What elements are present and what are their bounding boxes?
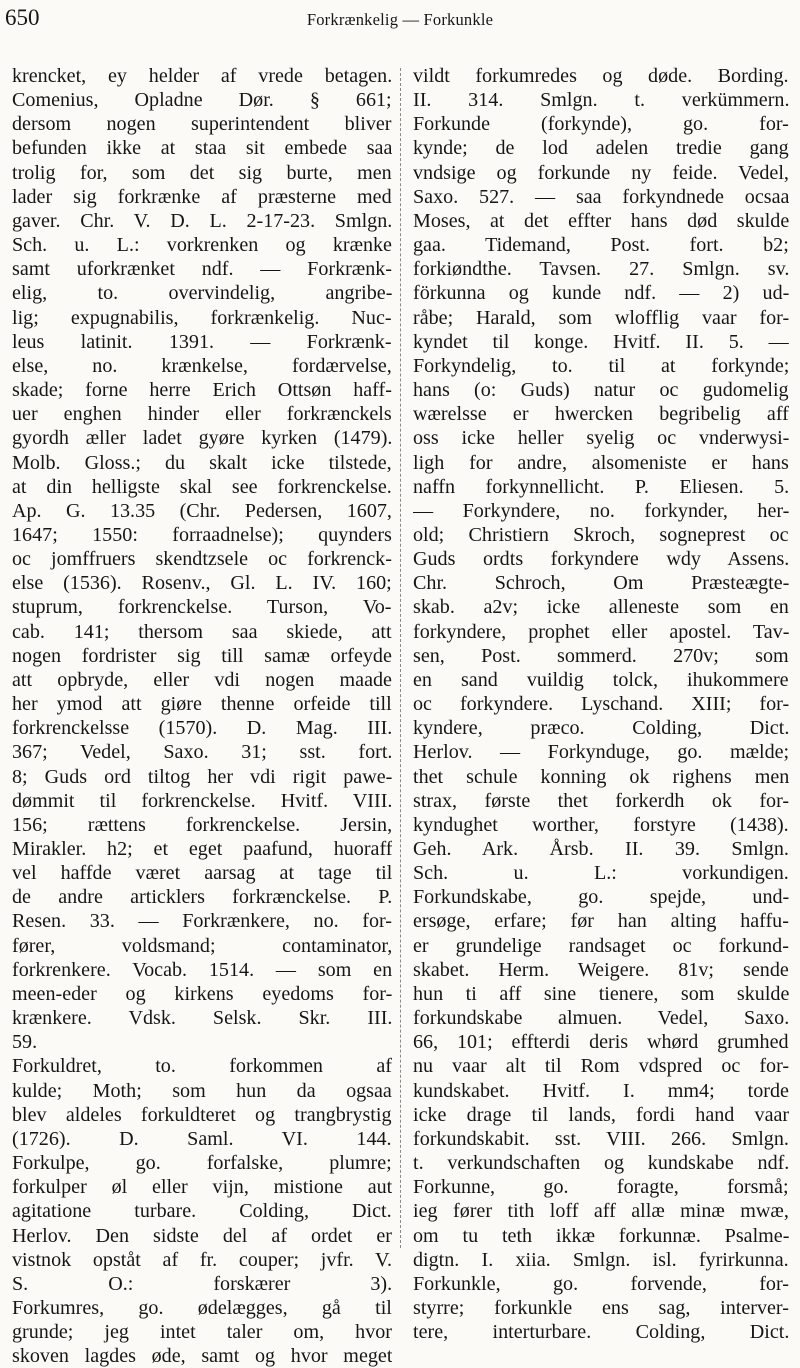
text-line: vndsige og forkunde ny feide. Vedel,: [413, 161, 789, 184]
text-line: Mirakler. h2; et eget paafund, huoraff: [12, 838, 392, 860]
text-line: Forkundskabe, go. spejde, und-: [413, 886, 789, 909]
text-line: 59.: [12, 1031, 38, 1054]
text-line: S. O.: forskærer 3).: [12, 1272, 392, 1295]
text-line: Molb. Gloss.; du skalt icke tilstede,: [12, 451, 392, 474]
text-line: forkulper øl eller vijn, mistione aut: [12, 1176, 392, 1199]
text-line: råbe; Harald, som wlofflig vaar for-: [413, 306, 789, 329]
text-line: att opbryde, eller vdi nogen maade: [12, 668, 392, 691]
text-line: Sch. u. L.: vorkundigen.: [413, 862, 789, 885]
text-line: Forkunne, go. foragte, forsmå;: [413, 1176, 789, 1199]
text-line: old; Christiern Skroch, sogneprest oc: [413, 523, 789, 546]
text-line: forkyndere, prophet eller apostel. Tav-: [413, 620, 789, 643]
text-line: Guds ordts forkyndere wdy Assens.: [413, 548, 789, 571]
text-line: blev aldeles forkuldteret og trangbrystig: [12, 1103, 392, 1126]
text-line: Chr. Schroch, Om Præsteægte-: [413, 572, 789, 595]
text-line: uer enghen hinder eller forkrænckels: [12, 403, 392, 426]
text-line: Forkumres, go. ødelægges, gå til: [12, 1296, 392, 1319]
text-line: kyndet til konge. Hvitf. II. 5. —: [413, 330, 789, 353]
right-column: [413, 64, 789, 1344]
text-line: forkiøndthe. Tavsen. 27. Smlgn. sv.: [413, 258, 789, 281]
text-line: 1647; 1550: forraadnelse); quynders: [12, 523, 392, 546]
text-line: fører, voldsmand; contaminator,: [12, 934, 392, 957]
running-header: [0, 0, 800, 44]
text-line: strax, første thet forkerdh ok for-: [413, 789, 789, 812]
text-line: gaver. Chr. V. D. L. 2-17-23. Smlgn.: [12, 209, 392, 232]
text-line: kyndughet worther, forstyre (1438).: [413, 813, 789, 836]
text-line: kynde; de lod adelen tredie gang: [413, 137, 789, 160]
text-line: else (1536). Rosenv., Gl. L. IV. 160;: [12, 572, 392, 595]
text-line: forkrenckelsse (1570). D. Mag. III.: [12, 717, 392, 740]
text-line: at din helligste skal see forkrenckelse.: [12, 475, 392, 498]
text-line: thet schule konning ok righens men: [413, 765, 789, 788]
text-line: hun ti aff sine tienere, som skulde: [413, 982, 789, 1005]
text-line: grunde; jeg intet taler om, hvor: [12, 1321, 392, 1344]
text-line: kyndere, præco. Colding, Dict.: [413, 717, 789, 740]
text-line: Geh. Ark. Årsb. II. 39. Smlgn.: [413, 838, 789, 860]
text-line: vel haffde været aarsag at tage til: [12, 862, 392, 885]
text-line: Saxo. 527. — saa forkyndnede ocsaa: [413, 185, 789, 208]
text-line: Resen. 33. — Forkrænkere, no. for-: [12, 910, 392, 933]
text-line: Forkyndelig, to. til at forkynde;: [413, 354, 789, 377]
text-line: befunden ikke at staa sit embede saa: [12, 137, 392, 160]
text-line: trolig for, som det sig burte, men: [12, 161, 392, 184]
text-line: wærelsse er hwercken begribelig aff: [413, 403, 789, 426]
text-line: Forkunde (forkynde), go. for-: [413, 113, 789, 136]
text-line: skoven lagdes øde, samt og hvor meget: [12, 1345, 392, 1368]
text-line: lig; expugnabilis, forkrænkelig. Nuc-: [12, 306, 392, 329]
text-line: förkunna og kunde ndf. — 2) ud-: [413, 282, 789, 305]
text-line: meen-eder og kirkens eyedoms for-: [12, 982, 392, 1005]
text-line: tere, interturbare. Colding, Dict.: [413, 1321, 789, 1344]
text-line: elig, to. overvindelig, angribe-: [12, 282, 392, 305]
text-line: gyordh æller ladet gyøre kyrken (1479).: [12, 427, 392, 450]
text-line: kulde; Moth; som hun da ogsaa: [12, 1079, 392, 1102]
text-line: gaa. Tidemand, Post. fort. b2;: [413, 234, 789, 257]
text-line: er grundelige randsaget oc forkund-: [413, 934, 789, 957]
text-line: forkundskabe almuen. Vedel, Saxo.: [413, 1007, 789, 1030]
text-line: 156; rættens forkrenckelse. Jersin,: [12, 813, 392, 836]
text-line: nu vaar alt til Rom vdspred oc for-: [413, 1055, 789, 1078]
text-line: dømmit til forkrenckelse. Hvitf. VIII.: [12, 789, 392, 812]
text-line: krænkere. Vdsk. Selsk. Skr. III.: [12, 1007, 392, 1030]
text-line: leus latinit. 1391. — Forkrænk-: [12, 330, 392, 353]
text-line: oc jomffruers skendtzsele oc forkrenck-: [12, 548, 392, 571]
text-line: 66, 101; effterdi deris whørd grumhed: [413, 1031, 789, 1054]
text-line: else, no. krænkelse, fordærvelse,: [12, 354, 392, 377]
text-line: kundskabet. Hvitf. I. mm4; torde: [413, 1079, 789, 1102]
page-number: 650: [5, 5, 40, 30]
text-line: ersøge, erfare; før han alting haffu-: [413, 910, 789, 933]
left-column: [12, 64, 392, 1368]
text-line: samt uforkrænket ndf. — Forkrænk-: [12, 258, 392, 281]
text-line: digtn. I. xiia. Smlgn. isl. fyrirkunna.: [413, 1248, 789, 1271]
text-line: her ymod att giøre thenne orfeide till: [12, 693, 392, 716]
page-title: Forkrænkelig — Forkunkle: [306, 10, 494, 29]
text-line: en sand vuildig tolck, ihukommere: [413, 668, 789, 691]
text-line: naffn forkynnellicht. P. Eliesen. 5.: [413, 475, 789, 498]
text-line: Forkuldret, to. forkommen af: [12, 1055, 392, 1078]
text-line: Moses, at det effter hans død skulde: [413, 209, 789, 232]
text-line: t. verkundschaften og kundskabe ndf.: [413, 1152, 789, 1175]
text-line: lader sig forkrænke af præsterne med: [12, 185, 392, 208]
text-line: agitatione turbare. Colding, Dict.: [12, 1200, 392, 1223]
text-line: ieg fører tith loff aff allæ minæ mwæ,: [413, 1200, 789, 1223]
text-line: cab. 141; thersom saa skiede, att: [12, 620, 392, 643]
text-line: om tu teth ikkæ forkunnæ. Psalme-: [413, 1224, 789, 1247]
column-divider: [400, 68, 401, 1248]
text-line: skade; forne herre Erich Ottsøn haff-: [12, 379, 392, 402]
text-line: vildt forkumredes og døde. Bording.: [413, 65, 789, 87]
text-line: vistnok opståt af fr. couper; jvfr. V.: [12, 1248, 392, 1271]
text-line: styrre; forkunkle ens sag, interver-: [413, 1296, 789, 1319]
text-line: icke drage til lands, fordi hand vaar: [413, 1103, 789, 1126]
text-line: Forkulpe, go. forfalske, plumre;: [12, 1152, 392, 1175]
text-line: 8; Guds ord tiltog her vdi rigit pawe-: [12, 765, 392, 788]
text-line: stuprum, forkrenckelse. Turson, Vo-: [12, 596, 392, 619]
text-line: — Forkyndere, no. forkynder, her-: [413, 499, 789, 522]
text-line: skab. a2v; icke alleneste som en: [413, 596, 789, 619]
text-line: sen, Post. sommerd. 270v; som: [413, 644, 789, 667]
text-line: de andre articklers forkrænckelse. P.: [12, 886, 392, 909]
text-line: Herlov. — Forkynduge, go. mælde;: [413, 741, 789, 764]
text-line: krencket, ey helder af vrede betagen.: [12, 65, 392, 87]
text-line: (1726). D. Saml. VI. 144.: [12, 1127, 392, 1150]
text-line: skabet. Herm. Weigere. 81v; sende: [413, 958, 789, 981]
text-line: oc forkyndere. Lyschand. XIII; for-: [413, 693, 789, 716]
text-line: nogen fordrister sig till samæ orfeyde: [12, 644, 392, 667]
text-line: II. 314. Smlgn. t. verkümmern.: [413, 89, 789, 112]
text-line: oss icke heller syelig oc vnderwysi-: [413, 427, 789, 450]
text-line: dersom nogen superintendent bliver: [12, 113, 392, 136]
text-line: Comenius, Opladne Dør. § 661;: [12, 89, 392, 112]
text-line: Sch. u. L.: vorkrenken og krænke: [12, 234, 392, 257]
text-line: Ap. G. 13.35 (Chr. Pedersen, 1607,: [12, 499, 392, 522]
text-line: forkrenkere. Vocab. 1514. — som en: [12, 958, 392, 981]
text-line: Herlov. Den sidste del af ordet er: [12, 1224, 392, 1247]
text-line: forkundskabit. sst. VIII. 266. Smlgn.: [413, 1127, 789, 1150]
text-line: Forkunkle, go. forvende, for-: [413, 1272, 789, 1295]
text-line: hans (o: Guds) natur oc gudomelig: [413, 379, 789, 402]
text-line: ligh for andre, alsomeniste er hans: [413, 451, 789, 474]
text-line: 367; Vedel, Saxo. 31; sst. fort.: [12, 741, 392, 764]
